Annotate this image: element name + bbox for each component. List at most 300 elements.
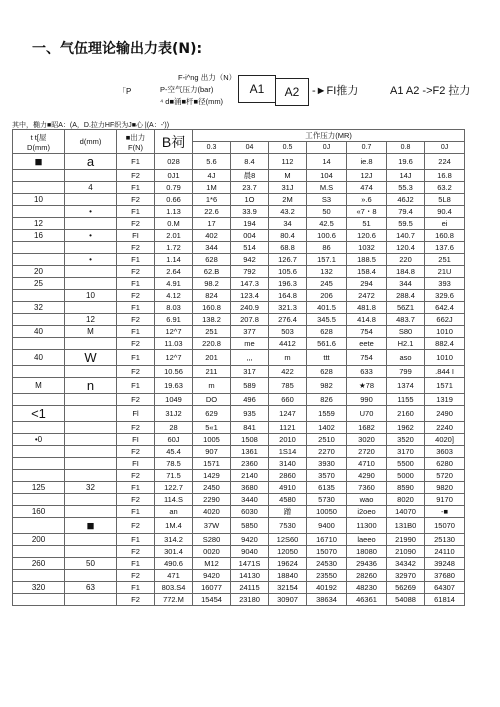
force-value-cell: 17 — [193, 218, 231, 230]
force-value-cell: 754 — [347, 326, 387, 338]
force-value-cell: 1319 — [425, 394, 465, 406]
force-value-cell: 377 — [231, 326, 269, 338]
force-value-cell: 164.8 — [269, 290, 307, 302]
force-type-cell: F1 — [117, 302, 155, 314]
force-value-cell: 64307 — [425, 582, 465, 594]
force-type-cell: F1 — [117, 582, 155, 594]
bore-cell — [13, 170, 65, 182]
force-value-cell: 2010 — [269, 434, 307, 446]
table-row — [13, 242, 465, 254]
force-value-cell: 42.5 — [307, 218, 347, 230]
formula-line-force: F-i^ng 出力（N） — [178, 73, 237, 82]
force-value-cell: 33.9 — [231, 206, 269, 218]
force-value-cell: 935 — [231, 406, 269, 422]
force-value-cell: 803.S4 — [155, 582, 193, 594]
force-value-cell: 6.91 — [155, 314, 193, 326]
force-value-cell: 3603 — [425, 446, 465, 458]
force-value-cell: 5730 — [307, 494, 347, 506]
force-value-cell: 633 — [347, 366, 387, 378]
rod-cell — [65, 494, 117, 506]
force-value-cell: 10050 — [307, 506, 347, 518]
table-row — [13, 170, 465, 182]
force-value-cell: 29436 — [347, 558, 387, 570]
force-value-cell: 6030 — [231, 506, 269, 518]
force-value-cell: 1.14 — [155, 254, 193, 266]
force-value-cell: 3020 — [347, 434, 387, 446]
bore-cell: <1 — [13, 406, 65, 422]
force-value-cell: 514 — [231, 242, 269, 254]
force-value-cell: 8.4 — [231, 154, 269, 170]
force-value-cell: 6280 — [425, 458, 465, 470]
force-value-cell: ttt — [307, 350, 347, 366]
force-value-cell: 160.8 — [425, 230, 465, 242]
force-value-cell: 660 — [269, 394, 307, 406]
force-value-cell: 4290 — [347, 470, 387, 482]
force-value-cell: 345.5 — [307, 314, 347, 326]
force-value-cell: 5L8 — [425, 194, 465, 206]
force-value-cell: 24110 — [425, 546, 465, 558]
force-value-cell: 21U — [425, 266, 465, 278]
force-value-cell: 2720 — [347, 446, 387, 458]
force-value-cell: 23180 — [231, 594, 269, 606]
table-row — [13, 582, 465, 594]
force-value-cell: 55.3 — [387, 182, 425, 194]
force-value-cell: -■ — [425, 506, 465, 518]
force-value-cell: 51 — [347, 218, 387, 230]
bore-cell: 160 — [13, 506, 65, 518]
rod-cell: 10 — [65, 290, 117, 302]
pull-force-label: A1 A2 ->F2 拉力 — [390, 85, 471, 97]
force-type-cell: F2 — [117, 338, 155, 350]
force-value-cell: 86 — [307, 242, 347, 254]
table-row — [13, 494, 465, 506]
force-value-cell: M.S — [307, 182, 347, 194]
force-value-cell: 蹭 — [269, 506, 307, 518]
force-value-cell: 589 — [231, 378, 269, 394]
force-value-cell: 19.63 — [155, 378, 193, 394]
force-value-cell: 14 — [307, 154, 347, 170]
bore-cell: 200 — [13, 534, 65, 546]
force-value-cell: 137.6 — [425, 242, 465, 254]
formula-block — [0, 68, 500, 116]
force-value-cell: 1247 — [269, 406, 307, 422]
force-type-cell: F1 — [117, 558, 155, 570]
header-pressure: 0.8 — [387, 142, 425, 154]
formula-line-pressure: P-空气压力(bar) — [160, 85, 214, 94]
force-value-cell: 18080 — [347, 546, 387, 558]
force-type-cell: Fl — [117, 406, 155, 422]
force-value-cell: 882.4 — [425, 338, 465, 350]
force-value-cell: 14J — [387, 170, 425, 182]
table-row — [13, 506, 465, 518]
rod-cell — [65, 570, 117, 582]
force-type-cell: F2 — [117, 594, 155, 606]
force-value-cell: 0.79 — [155, 182, 193, 194]
force-value-cell: 2360 — [231, 458, 269, 470]
force-value-cell: 14130 — [231, 570, 269, 582]
force-value-cell: 21090 — [387, 546, 425, 558]
bore-cell — [13, 366, 65, 378]
force-type-cell: F1 — [117, 254, 155, 266]
rod-cell — [65, 338, 117, 350]
force-value-cell: 4412 — [269, 338, 307, 350]
bore-cell: •0 — [13, 434, 65, 446]
rod-cell: • — [65, 230, 117, 242]
force-value-cell: 56269 — [387, 582, 425, 594]
force-value-cell: 3520 — [387, 434, 425, 446]
table-row — [13, 570, 465, 582]
force-value-cell: 122.7 — [155, 482, 193, 494]
force-value-cell: 207.8 — [231, 314, 269, 326]
force-value-cell: 126.7 — [269, 254, 307, 266]
force-value-cell: 2472 — [347, 290, 387, 302]
force-value-cell: 131B0 — [387, 518, 425, 534]
force-value-cell: 7360 — [347, 482, 387, 494]
force-type-cell: F1 — [117, 206, 155, 218]
force-value-cell: 28 — [155, 422, 193, 434]
force-value-cell: 11300 — [347, 518, 387, 534]
force-value-cell: 1049 — [155, 394, 193, 406]
force-value-cell: 5850 — [231, 518, 269, 534]
rod-cell — [65, 218, 117, 230]
force-value-cell: 40192 — [307, 582, 347, 594]
force-value-cell: 5500 — [387, 458, 425, 470]
force-value-cell: ie.8 — [347, 154, 387, 170]
force-value-cell: 10.56 — [155, 366, 193, 378]
force-value-cell: 2490 — [425, 406, 465, 422]
force-value-cell: 4910 — [269, 482, 307, 494]
force-value-cell: 45.4 — [155, 446, 193, 458]
area-a1-box: A1 — [238, 75, 276, 103]
force-value-cell: 43.2 — [269, 206, 307, 218]
force-value-cell: 3930 — [307, 458, 347, 470]
force-value-cell: 71.5 — [155, 470, 193, 482]
bore-cell — [13, 254, 65, 266]
bore-cell — [13, 182, 65, 194]
force-type-cell: F1 — [117, 350, 155, 366]
header-force: ■出力 F(N) — [117, 130, 155, 154]
force-value-cell: 9400 — [307, 518, 347, 534]
force-value-cell: eete — [347, 338, 387, 350]
area-a2-box: A2 — [275, 78, 309, 106]
bore-cell — [13, 458, 65, 470]
force-value-cell: 132 — [307, 266, 347, 278]
table-row — [13, 518, 465, 534]
force-type-cell: F1 — [117, 482, 155, 494]
force-value-cell: 61814 — [425, 594, 465, 606]
force-value-cell: 105.6 — [269, 266, 307, 278]
force-value-cell: 1571 — [425, 378, 465, 394]
force-value-cell: m — [193, 378, 231, 394]
force-value-cell: 158.4 — [347, 266, 387, 278]
table-row — [13, 338, 465, 350]
force-value-cell: 2.01 — [155, 230, 193, 242]
force-value-cell: 31J — [269, 182, 307, 194]
force-value-cell: 4580 — [269, 494, 307, 506]
force-table — [12, 129, 465, 606]
force-value-cell: 4710 — [347, 458, 387, 470]
force-value-cell: 188.5 — [347, 254, 387, 266]
force-value-cell: 59.5 — [387, 218, 425, 230]
force-value-cell: 245 — [307, 278, 347, 290]
force-value-cell: 344 — [387, 278, 425, 290]
push-force-label: -►FI推力 — [312, 85, 359, 97]
rod-cell — [65, 534, 117, 546]
rod-cell — [65, 546, 117, 558]
force-value-cell: 344 — [193, 242, 231, 254]
force-value-cell: 629 — [193, 406, 231, 422]
formula-line-rod: ⁴ d■涌■杆■径(mm) — [160, 97, 224, 106]
table-row — [13, 406, 465, 422]
rod-cell — [65, 434, 117, 446]
force-value-cell: 46J2 — [387, 194, 425, 206]
force-value-cell: 471 — [155, 570, 193, 582]
force-value-cell: 1S14 — [269, 446, 307, 458]
table-row — [13, 434, 465, 446]
force-value-cell: 276.4 — [269, 314, 307, 326]
force-value-cell: 251 — [193, 326, 231, 338]
force-value-cell: 184.8 — [387, 266, 425, 278]
force-value-cell: 1010 — [425, 350, 465, 366]
rod-cell — [65, 594, 117, 606]
force-value-cell: 0020 — [193, 546, 231, 558]
rod-cell — [65, 278, 117, 290]
force-type-cell: F2 — [117, 290, 155, 302]
force-value-cell: 3680 — [231, 482, 269, 494]
force-value-cell: 2160 — [387, 406, 425, 422]
force-value-cell: .844 I — [425, 366, 465, 378]
force-value-cell: 9040 — [231, 546, 269, 558]
force-value-cell: ★78 — [347, 378, 387, 394]
force-value-cell: 晨8 — [231, 170, 269, 182]
rod-cell — [65, 406, 117, 422]
bore-cell — [13, 338, 65, 350]
force-value-cell: 4020] — [425, 434, 465, 446]
force-value-cell: 483.7 — [387, 314, 425, 326]
force-value-cell: 628 — [193, 254, 231, 266]
force-type-cell: F1 — [117, 506, 155, 518]
force-value-cell: 12S60 — [269, 534, 307, 546]
force-type-cell: F2 — [117, 170, 155, 182]
force-value-cell: 792 — [231, 266, 269, 278]
table-row — [13, 290, 465, 302]
force-value-cell: 824 — [193, 290, 231, 302]
force-type-cell: F2 — [117, 242, 155, 254]
force-value-cell: 196.3 — [269, 278, 307, 290]
force-value-cell: an — [155, 506, 193, 518]
header-pressure: 0.5 — [269, 142, 307, 154]
force-value-cell: 9820 — [425, 482, 465, 494]
force-value-cell: 2M — [269, 194, 307, 206]
force-value-cell: 1010 — [425, 326, 465, 338]
force-value-cell: 60J — [155, 434, 193, 446]
force-value-cell: 38634 — [307, 594, 347, 606]
rod-cell — [65, 266, 117, 278]
force-value-cell: 37W — [193, 518, 231, 534]
force-value-cell: 1.72 — [155, 242, 193, 254]
rod-cell: n — [65, 378, 117, 394]
force-value-cell: 4020 — [193, 506, 231, 518]
force-value-cell: 028 — [155, 154, 193, 170]
force-value-cell: 79.4 — [387, 206, 425, 218]
force-value-cell: 15070 — [425, 518, 465, 534]
force-value-cell: 1032 — [347, 242, 387, 254]
force-type-cell: F2 — [117, 470, 155, 482]
force-value-cell: 9170 — [425, 494, 465, 506]
header-pressure: 0.7 — [347, 142, 387, 154]
force-value-cell: 2450 — [193, 482, 231, 494]
rod-cell: 63 — [65, 582, 117, 594]
force-value-cell: 2240 — [425, 422, 465, 434]
force-value-cell: 18840 — [269, 570, 307, 582]
force-value-cell: 982 — [307, 378, 347, 394]
force-type-cell: F1 — [117, 278, 155, 290]
force-value-cell: 30907 — [269, 594, 307, 606]
force-value-cell: 1571 — [193, 458, 231, 470]
force-value-cell: 98.2 — [193, 278, 231, 290]
force-value-cell: 24530 — [307, 558, 347, 570]
table-row — [13, 470, 465, 482]
force-value-cell: S3 — [307, 194, 347, 206]
header-pressure: 0.3 — [193, 142, 231, 154]
force-type-cell: FI — [117, 230, 155, 242]
force-value-cell: 16077 — [193, 582, 231, 594]
force-type-cell: F2 — [117, 446, 155, 458]
force-type-cell: F1 — [117, 534, 155, 546]
force-value-cell: m — [269, 350, 307, 366]
force-value-cell: 8590 — [387, 482, 425, 494]
bore-cell — [13, 394, 65, 406]
force-value-cell: 826 — [307, 394, 347, 406]
force-type-cell: F2 — [117, 394, 155, 406]
force-value-cell: 63.2 — [425, 182, 465, 194]
rod-cell — [65, 170, 117, 182]
force-value-cell: 14070 — [387, 506, 425, 518]
force-value-cell: 1559 — [307, 406, 347, 422]
rod-cell — [65, 302, 117, 314]
force-type-cell: F2 — [117, 494, 155, 506]
force-value-cell: 4.12 — [155, 290, 193, 302]
force-value-cell: 2140 — [231, 470, 269, 482]
rod-cell: W — [65, 350, 117, 366]
force-value-cell: 114.S — [155, 494, 193, 506]
force-value-cell: 1374 — [387, 378, 425, 394]
force-value-cell: 5.6 — [193, 154, 231, 170]
force-type-cell: F1 — [117, 378, 155, 394]
bore-cell: 25 — [13, 278, 65, 290]
force-value-cell: 46361 — [347, 594, 387, 606]
table-row — [13, 278, 465, 290]
force-value-cell: 004 — [231, 230, 269, 242]
force-value-cell: 251 — [425, 254, 465, 266]
force-value-cell: 799 — [387, 366, 425, 378]
rod-cell — [65, 366, 117, 378]
table-row — [13, 326, 465, 338]
force-value-cell: 1O — [231, 194, 269, 206]
force-value-cell: 5720 — [425, 470, 465, 482]
force-value-cell: 140.7 — [387, 230, 425, 242]
force-value-cell: 942 — [231, 254, 269, 266]
bore-cell — [13, 518, 65, 534]
force-value-cell: 2290 — [193, 494, 231, 506]
force-value-cell: ».6 — [347, 194, 387, 206]
header-pressure-first: 0J — [425, 142, 465, 154]
force-value-cell: 1155 — [387, 394, 425, 406]
force-value-cell: 48230 — [347, 582, 387, 594]
force-value-cell: 1121 — [269, 422, 307, 434]
force-value-cell: 4J — [193, 170, 231, 182]
force-value-cell: 3570 — [307, 470, 347, 482]
force-type-cell: F2 — [117, 314, 155, 326]
force-value-cell: 224 — [425, 154, 465, 170]
bore-cell: 125 — [13, 482, 65, 494]
force-value-cell: 402 — [193, 230, 231, 242]
rod-cell — [65, 506, 117, 518]
force-value-cell: 32970 — [387, 570, 425, 582]
table-row — [13, 206, 465, 218]
force-value-cell: 772.M — [155, 594, 193, 606]
force-value-cell: 0.66 — [155, 194, 193, 206]
force-value-cell: «7・8 — [347, 206, 387, 218]
force-value-cell: S280 — [193, 534, 231, 546]
table-row — [13, 458, 465, 470]
force-value-cell: 5000 — [387, 470, 425, 482]
force-value-cell: 25130 — [425, 534, 465, 546]
rod-cell: • — [65, 206, 117, 218]
force-value-cell: 201 — [193, 350, 231, 366]
force-value-cell: 34342 — [387, 558, 425, 570]
force-value-cell: 100.6 — [307, 230, 347, 242]
header-rod: d(mm) — [65, 130, 117, 154]
force-value-cell: U70 — [347, 406, 387, 422]
force-value-cell: 288.4 — [387, 290, 425, 302]
force-value-cell: 6135 — [307, 482, 347, 494]
force-value-cell: 3140 — [269, 458, 307, 470]
force-value-cell: 1471S — [231, 558, 269, 570]
force-value-cell: 12J — [347, 170, 387, 182]
force-value-cell: 240.9 — [231, 302, 269, 314]
force-value-cell: wao — [347, 494, 387, 506]
force-value-cell: 104 — [307, 170, 347, 182]
force-value-cell: S80 — [387, 326, 425, 338]
table-row — [13, 446, 465, 458]
force-value-cell: M12 — [193, 558, 231, 570]
force-value-cell: 21990 — [387, 534, 425, 546]
force-value-cell: 8.03 — [155, 302, 193, 314]
force-value-cell: 62.B — [193, 266, 231, 278]
force-value-cell: 3170 — [387, 446, 425, 458]
force-value-cell: 120.4 — [387, 242, 425, 254]
force-value-cell: 754 — [347, 350, 387, 366]
force-value-cell: 4.91 — [155, 278, 193, 290]
force-value-cell: 15070 — [307, 546, 347, 558]
force-value-cell: me — [231, 338, 269, 350]
rod-cell: 50 — [65, 558, 117, 570]
force-type-cell: FI — [117, 458, 155, 470]
force-value-cell: 24115 — [231, 582, 269, 594]
force-value-cell: 401.5 — [307, 302, 347, 314]
formula-note: 其中，椭力■昭A：(A，D.拉力HF织为J■心 |(A：-')) — [12, 122, 170, 129]
formula-legend — [160, 72, 250, 108]
force-value-cell: 147.3 — [231, 278, 269, 290]
header-pressure: 0J — [307, 142, 347, 154]
force-value-cell: 1*6 — [193, 194, 231, 206]
bore-cell — [13, 290, 65, 302]
force-value-cell: 2270 — [307, 446, 347, 458]
force-value-cell: aso — [387, 350, 425, 366]
rod-cell: • — [65, 254, 117, 266]
force-value-cell: M — [269, 170, 307, 182]
